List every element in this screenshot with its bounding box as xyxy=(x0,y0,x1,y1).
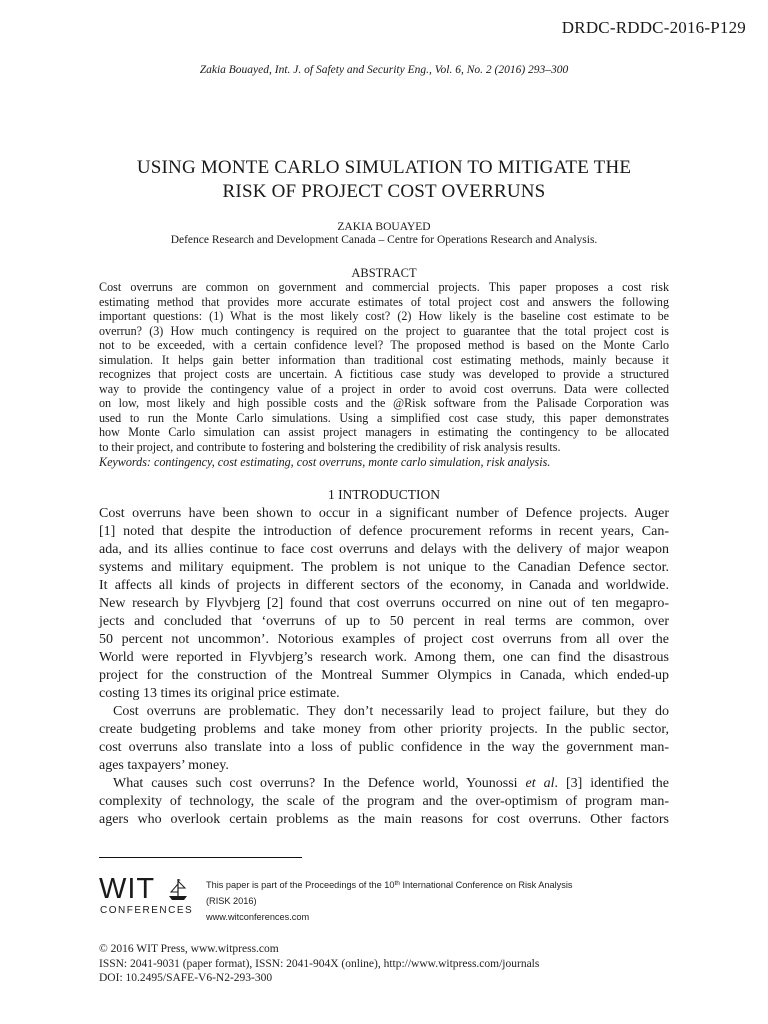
abstract-line: estimating method that provides more accurate estimates of total project cost and answers the following xyxy=(99,294,669,309)
body-line: cost overruns also translate into a loss of public confidence in the way the government man- xyxy=(99,740,669,755)
introduction-body xyxy=(99,505,669,829)
author-name: ZAKIA BOUAYED xyxy=(337,221,431,233)
abstract-line: important questions: (1) What is the most likely cost? (2) How likely is the baseline cost estimate to be xyxy=(99,309,669,323)
abstract-line: recognizes that project costs are uncertain. A fictitious case study was developed to provide a structured xyxy=(99,367,669,381)
body-line xyxy=(99,775,669,793)
section-heading: 1 INTRODUCTION xyxy=(327,487,441,502)
body-line: create budgeting problems and take money from other priority projects. In the public sector, xyxy=(99,722,669,737)
footnote-rule xyxy=(99,857,302,858)
proceedings-text: International Conference on Risk Analysis xyxy=(399,880,573,890)
logo-subtitle: CONFERENCES xyxy=(100,905,194,916)
body-line-part: What causes such cost overruns? In the Defence world, Younossi xyxy=(113,776,518,791)
abstract-heading: ABSTRACT xyxy=(351,266,417,280)
proceedings-superscript: th xyxy=(394,880,400,887)
body-line: 50 percent not uncommon’. Notorious examples of project cost overruns from all over the xyxy=(99,632,669,647)
proceedings-text: This paper is part of the Proceedings of the 10 xyxy=(206,880,395,890)
body-line: [1] noted that despite the introduction of defence procurement reforms in recent years, Can- xyxy=(99,524,669,539)
copyright-line: © 2016 WIT Press, www.witpress.com xyxy=(99,943,279,955)
abstract-line: used to run the Monte Carlo simulations. Using a simplified cost case study, this paper demonstrates xyxy=(99,410,669,425)
abstract-body xyxy=(99,280,669,454)
abstract-line: overrun? (3) How much contingency is required on the project to guarantee that the total project cost is xyxy=(99,323,669,338)
abstract-line: on low, most likely and high possible costs and the @Risk software from the Palisade Corporation was xyxy=(99,396,669,410)
doi-line: DOI: 10.2495/SAFE-V6-N2-293-300 xyxy=(99,972,273,984)
body-line: ada, and its allies continue to face cost overruns and delays with the delivery of major weapon xyxy=(99,542,669,557)
abstract-line: how Monte Carlo simulation can assist project managers in estimating the contingency to be allocated xyxy=(99,425,669,439)
body-line: New research by Flyvbjerg [2] found that cost overruns occurred on nine out of ten megapro- xyxy=(99,596,669,611)
ship-icon xyxy=(167,876,189,902)
copyright-block xyxy=(99,942,539,986)
proceedings-line xyxy=(206,877,573,893)
proceedings-line: (RISK 2016) xyxy=(206,896,257,906)
body-line: Cost overruns have been shown to occur in a significant number of Defence projects. Auger xyxy=(99,506,669,521)
abstract-line: not to be exceeded, with a certain confidence level? The proposed method is based on the Monte Carlo xyxy=(99,338,669,352)
body-line: Cost overruns are problematic. They don’t necessarily lead to project failure, but they do xyxy=(113,704,669,719)
body-line: costing 13 times its original price estimate. xyxy=(99,686,340,701)
document-id: DRDC-RDDC-2016-P129 xyxy=(561,18,746,37)
proceedings-note xyxy=(206,877,573,925)
body-line: complexity of technology, the scale of the program and the over-optimism of program man- xyxy=(99,794,669,809)
body-line: systems and military equipment. The problem is not unique to the Canadian Defence sector. xyxy=(99,560,669,575)
logo-wordmark: WIT xyxy=(99,873,156,905)
title-line: RISK OF PROJECT COST OVERRUNS xyxy=(222,181,546,202)
body-line: ages taxpayers’ money. xyxy=(99,758,229,773)
abstract-line: to their project, and contribute to fostering and bolstering the credibility of risk analysis results. xyxy=(99,439,561,454)
conference-website-link[interactable]: www.witconferences.com xyxy=(206,912,310,922)
body-line: World were reported in Flyvbjerg’s research work. Among them, one can find the disastrous xyxy=(99,650,669,665)
paper-title xyxy=(60,156,708,204)
body-line-part: . [3] identified the xyxy=(554,776,670,791)
body-line: project for the construction of the Montreal Summer Olympics in Canada, which ended-up xyxy=(99,668,669,683)
abstract-line: Cost overruns are common on government and commercial projects. This paper proposes a cost risk xyxy=(99,280,669,294)
journal-citation: Zakia Bouayed, Int. J. of Safety and Security Eng., Vol. 6, No. 2 (2016) 293–300 xyxy=(199,64,569,76)
body-line-italic: et al xyxy=(525,776,555,791)
wit-conferences-logo xyxy=(99,874,199,922)
body-line: It affects all kinds of projects in different sectors of the economy, in Canada and worldwide. xyxy=(99,578,669,593)
abstract-line: simulation. It helps gain better information than traditional cost estimating methods, mainly because it xyxy=(99,352,669,367)
issn-line: ISSN: 2041-9031 (paper format), ISSN: 2041-904X (online), http://www.witpress.com/journals xyxy=(99,957,540,970)
title-line: USING MONTE CARLO SIMULATION TO MITIGATE THE xyxy=(136,157,632,178)
body-line: jects and concluded that ‘overruns of up to 50 percent in real terms are common, over xyxy=(99,614,669,629)
keywords: Keywords: contingency, cost estimating, cost overruns, monte carlo simulation, risk analysis. xyxy=(99,455,551,469)
author-affiliation: Defence Research and Development Canada – Centre for Operations Research and Analysis. xyxy=(170,234,598,246)
body-line: agers who overlook certain problems as the main reasons for cost overruns. Other factors xyxy=(99,812,669,827)
abstract-line: way to provide the contingency value of a project in order to avoid cost overruns. Data were collected xyxy=(99,381,669,396)
